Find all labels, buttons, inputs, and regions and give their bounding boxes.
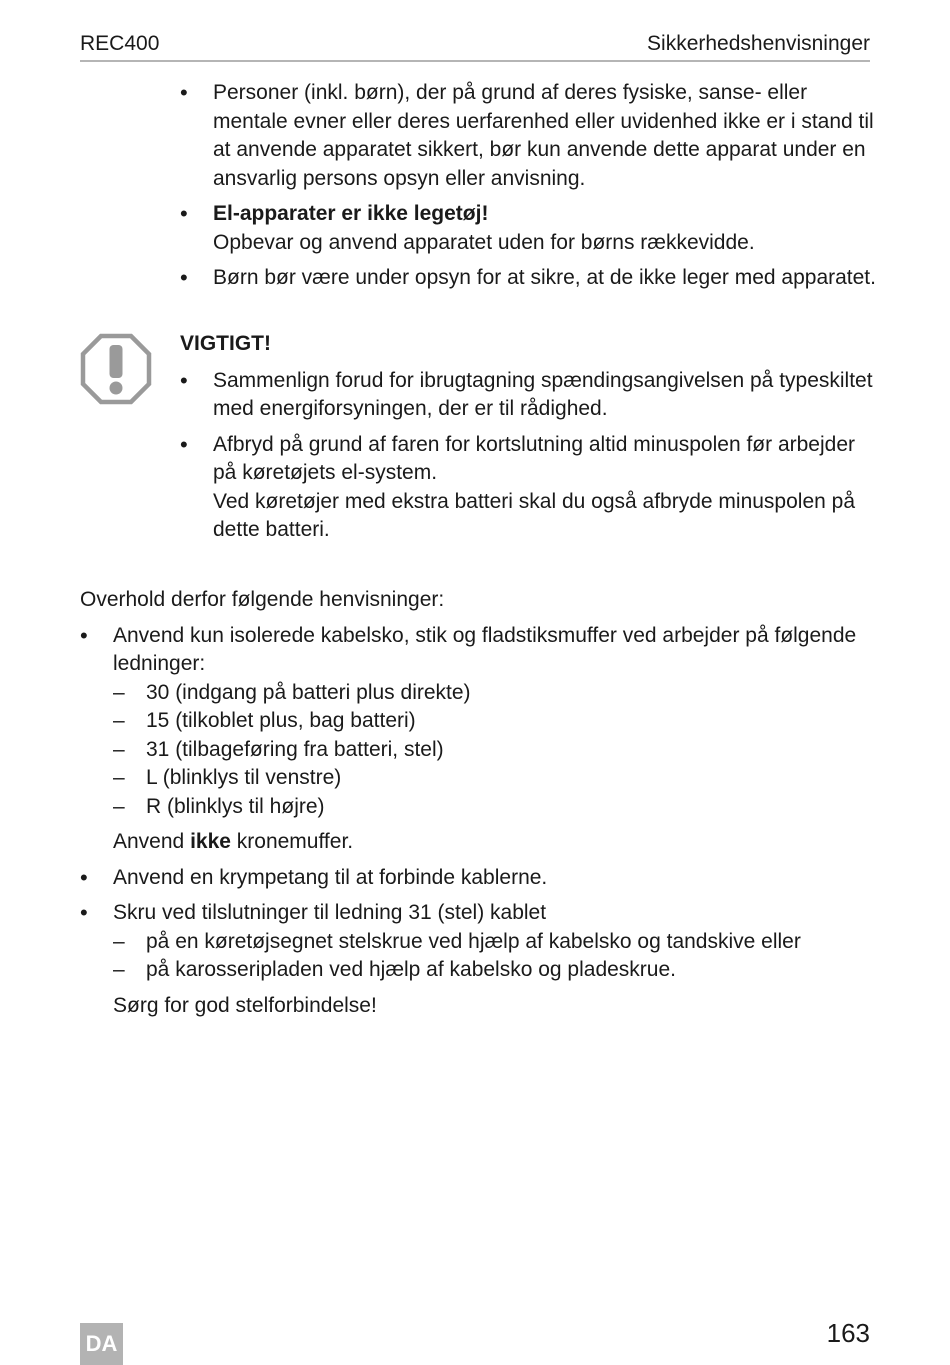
bullet-extra-text: Ved køretøjer med ekstra batteri skal du også afbryde minuspolen på dette batteri. bbox=[213, 489, 855, 541]
wire-item: – 30 (indgang på batteri plus direkte) bbox=[113, 679, 870, 708]
wire-item: – 15 (tilkoblet plus, bag batteri) bbox=[113, 707, 870, 736]
note-emphasis: ikke bbox=[190, 830, 231, 853]
wire-item: – 31 (tilbageføring fra batteri, stel) bbox=[113, 736, 870, 765]
warning-octagon-icon bbox=[80, 333, 152, 405]
note-text: Anvend bbox=[113, 830, 191, 853]
wire-item: – R (blinklys til højre) bbox=[113, 793, 870, 822]
list-item bbox=[180, 367, 880, 424]
bullet-text: • Skru ved tilslutninger til ledning 31 (stel) kablet bbox=[113, 901, 547, 924]
wire-item: – L (blinklys til venstre) bbox=[113, 764, 870, 793]
header-divider bbox=[80, 60, 870, 62]
ground-note: Sørg for god stelforbindelse! bbox=[113, 993, 377, 1017]
note-text: kronemuffer. bbox=[230, 830, 354, 853]
list-item bbox=[180, 200, 880, 257]
bullet-text: • Afbryd på grund af faren for kortslutning altid minuspolen før arbejder på køretøjets el-system. bbox=[213, 432, 856, 484]
bullet-bold-heading: • El-apparater er ikke legetøj! bbox=[213, 202, 489, 225]
wire-list bbox=[113, 679, 870, 822]
bullet-text: Børn bør være under opsyn for at sikre, at de ikke leger med apparatet. bbox=[213, 266, 876, 289]
instructions-intro: Overhold derfor følgende henvisninger: bbox=[80, 588, 445, 611]
page-number: 163 bbox=[826, 1318, 870, 1348]
main-instructions bbox=[80, 586, 870, 1027]
list-item bbox=[180, 79, 880, 193]
instructions-list bbox=[80, 622, 870, 1021]
list-item bbox=[80, 864, 870, 893]
bullet-text: Opbevar og anvend apparatet uden for børns rækkevidde. bbox=[213, 230, 755, 254]
bullet-text: Personer (inkl. børn), der på grund af deres fysiske, sanse- eller mentale evner eller deres uerfarenhed eller uvidenhed ikke er i stand til at anvende apparatet sikkert, bør kun anvende dette apparat under en ansvarlig persons opsyn eller anvisning. bbox=[213, 81, 874, 190]
header-product-name: REC400 bbox=[80, 32, 160, 55]
important-block bbox=[180, 330, 880, 552]
header-section-title: Sikkerhedshenvisninger bbox=[647, 32, 870, 55]
language-badge: DA bbox=[80, 1323, 123, 1365]
bullet-text: Anvend en krympetang til at forbinde kablerne. bbox=[113, 865, 548, 889]
bullet-text: • Anvend kun isolerede kabelsko, stik og fladstiksmuffer ved arbejder på følgende ledninger: bbox=[113, 623, 857, 675]
top-bullet-list-container bbox=[180, 79, 880, 300]
list-item bbox=[80, 622, 870, 857]
important-bullet-list bbox=[180, 367, 880, 545]
ground-option-item: – på karosseripladen ved hjælp af kabelsko og pladeskrue. bbox=[113, 956, 870, 985]
important-title: VIGTIGT! bbox=[180, 332, 271, 355]
bullet-text: Sammenlign forud for ibrugtagning spændingsangivelsen på typeskiltet med energiforsyningen, der er til rådighed. bbox=[213, 368, 873, 420]
top-bullet-list bbox=[180, 79, 880, 293]
list-item bbox=[180, 264, 880, 293]
list-item bbox=[180, 431, 880, 545]
connector-note bbox=[113, 828, 870, 857]
ground-options-list bbox=[113, 928, 870, 985]
ground-option-item: – på en køretøjsegnet stelskrue ved hjælp af kabelsko og tandskive eller bbox=[113, 928, 870, 957]
list-item bbox=[80, 899, 870, 1020]
